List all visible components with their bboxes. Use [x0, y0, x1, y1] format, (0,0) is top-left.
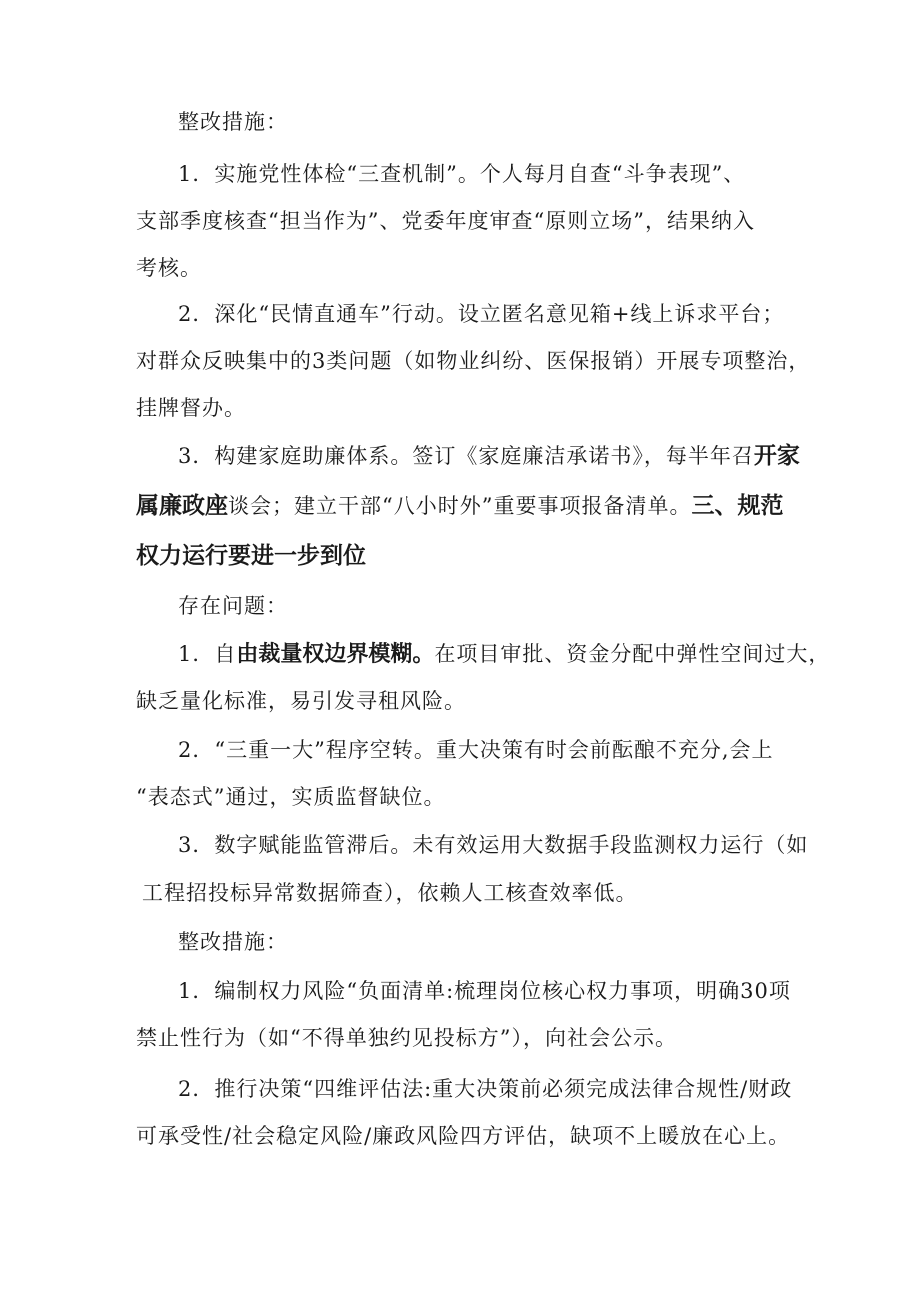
measure2-line2: 可承受性/社会稳定风险/廉政风险四方评估，缺项不上暖放在心上。 — [136, 1124, 791, 1148]
problem1-bold-title: 由裁量权边界模糊。 — [236, 642, 435, 667]
measure1-line1: 1．编制权力风险“负面清单:梳理岗位核心权力事项，明确30项 — [178, 979, 791, 1003]
heading-rectification-measures-2: 整改措施： — [178, 930, 288, 954]
section-three-heading-end: 权力运行要进一步到位 — [136, 543, 366, 569]
problem2-line1: 2．“三重一大”程序空转。重大决策有时会前酝酿不充分,会上 — [178, 738, 774, 762]
item3-line2-bold-a: 属廉政座 — [136, 493, 228, 519]
item2-line2: 对群众反映集中的3类问题（如物业纠纷、医保报销）开展专项整治， — [136, 349, 811, 373]
item3-line2 — [136, 490, 896, 522]
heading-rectification-measures: 整改措施： — [178, 110, 288, 134]
problem1-line2: 缺乏量化标准，易引发寻租风险。 — [136, 689, 466, 713]
section-three-heading-start: 三、规范 — [691, 493, 784, 519]
item1-line1: 1．实施党性体检“三查机制”。个人每月自查“斗争表现”、 — [178, 162, 746, 186]
item3-line1-bold: 开家 — [753, 443, 800, 469]
measure1-line2: 禁止性行为（如“不得单独约见投标方”），向社会公示。 — [136, 1026, 677, 1050]
measure2-line1: 2．推行决策“四维评估法:重大决策前必须完成法律合规性/财政 — [178, 1077, 793, 1101]
item2-line3: 挂牌督办。 — [136, 396, 246, 420]
item1-line3: 考核。 — [136, 256, 202, 280]
heading-existing-problems: 存在问题： — [178, 594, 288, 618]
item1-line2: 支部季度核查“担当作为”、党委年度审查“原则立场”，结果纳入 — [136, 209, 755, 233]
problem3-line2: 工程招投标异常数据筛查），依赖人工核查效率低。 — [142, 881, 638, 905]
problem1-prefix: 1．自 — [178, 642, 237, 666]
item3-line2-normal: 谈会；建立干部“八小时外”重要事项报备清单。 — [228, 494, 692, 518]
problem1-rest: 在项目审批、资金分配中弹性空间过大， — [434, 642, 831, 666]
item3-line1 — [178, 440, 896, 472]
item3-line1-normal: 3．构建家庭助廉体系。签订《家庭廉洁承诺书》，每半年召 — [178, 444, 754, 468]
problem1-line1 — [178, 638, 896, 671]
problem2-line2: “表态式”通过，实质监督缺位。 — [136, 785, 446, 809]
item2-line1: 2．深化“民情直通车”行动。设立匿名意见箱+线上诉求平台； — [178, 302, 785, 326]
problem3-line1: 3．数字赋能监管滞后。未有效运用大数据手段监测权力运行（如 — [178, 833, 809, 857]
